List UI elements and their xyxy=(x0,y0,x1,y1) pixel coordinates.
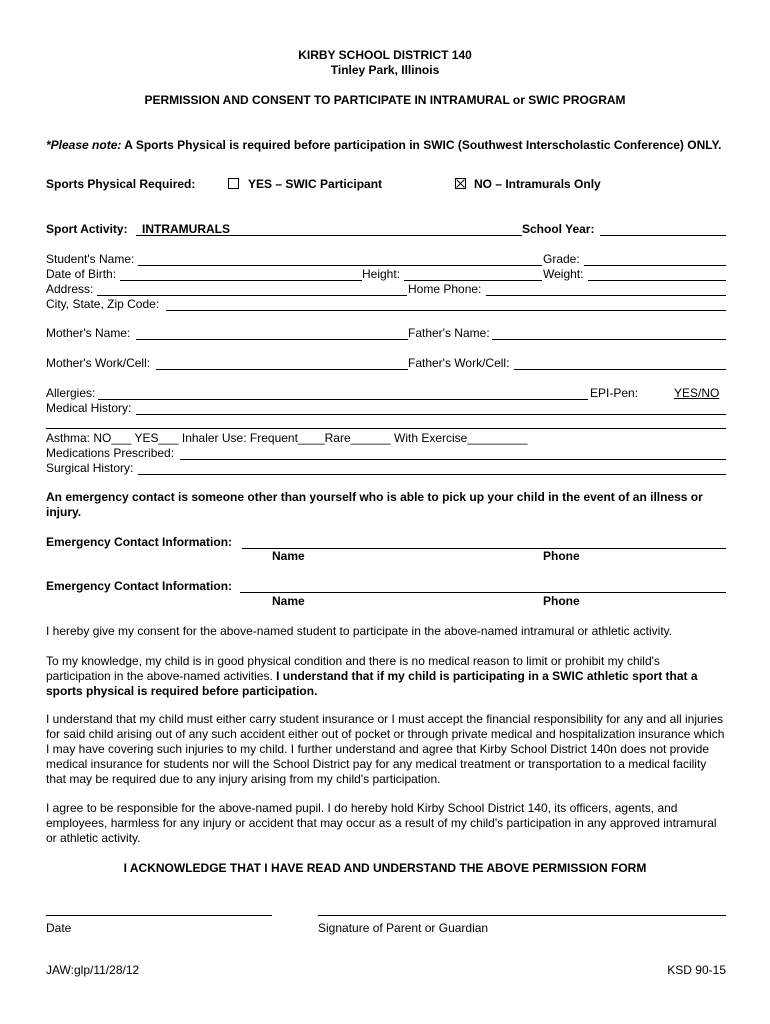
medications-label: Medications Prescribed: xyxy=(46,446,175,460)
no-intramurals-checkbox[interactable] xyxy=(455,178,466,189)
form-title: PERMISSION AND CONSENT TO PARTICIPATE IN INTRAMURAL or SWIC PROGRAM xyxy=(144,93,626,107)
surgical-history-field[interactable] xyxy=(138,474,726,475)
father-work-label: Father's Work/Cell: xyxy=(408,356,510,370)
medical-history-label: Medical History: xyxy=(46,401,132,415)
no-intramurals-label: NO – Intramurals Only xyxy=(474,177,601,191)
allergies-label: Allergies: xyxy=(46,386,96,400)
medical-history-field-2[interactable] xyxy=(46,428,726,429)
yes-swic-checkbox[interactable] xyxy=(228,178,239,189)
date-field[interactable] xyxy=(46,915,272,916)
mother-name-field[interactable] xyxy=(136,339,408,340)
consent-paragraph-4: I agree to be responsible for the above-named pupil. I do hereby hold Kirby School District 140, its officers, agents, and employees, harmless for any injury or accident that may occur as a result of my child's participation in any approved intramural or athletic activity. xyxy=(46,801,717,845)
signature-label: Signature of Parent or Guardian xyxy=(318,921,489,935)
height-field[interactable] xyxy=(404,280,542,281)
footer-code: JAW:glp/11/28/12 xyxy=(46,963,140,977)
emergency-phone-caption-1: Phone xyxy=(543,549,580,563)
address-label: Address: xyxy=(46,282,94,296)
weight-label: Weight: xyxy=(543,267,584,281)
address-field[interactable] xyxy=(97,295,407,296)
epipen-label: EPI-Pen: xyxy=(590,386,639,400)
consent-paragraph-2 xyxy=(46,654,726,699)
emergency-contact-field-1[interactable] xyxy=(242,548,726,549)
father-name-label: Father's Name: xyxy=(408,326,490,340)
asthma-line[interactable]: Asthma: NO___ YES___ Inhaler Use: Frequent____Rare______ With Exercise_________ xyxy=(46,431,528,445)
consent-paragraph-1: I hereby give my consent for the above-named student to participate in the above-named intramural or athletic activity. xyxy=(46,624,673,638)
father-name-field[interactable] xyxy=(492,339,726,340)
emergency-intro: An emergency contact is someone other than yourself who is able to pick up your child in the event of an illness or injury. xyxy=(46,490,703,519)
weight-field[interactable] xyxy=(588,280,726,281)
home-phone-label: Home Phone: xyxy=(408,282,482,296)
sport-activity-label: Sport Activity: xyxy=(46,222,128,236)
consent-paragraph-3: I understand that my child must either carry student insurance or I must accept the financial responsibility for any and all injuries for said child arising out of any such accident either out of pocket or through private medical and hospitalization insurance which I may have covering such injuries to my child. I further understand and agree that Kirby School District 140n does not provide medical insurance for students nor will the School District pay for any medical treatment or transportation to a medical facility that may be required due to any injury arising from my child's participation. xyxy=(46,712,725,786)
school-year-field[interactable] xyxy=(600,235,726,236)
physical-required-label: Sports Physical Required: xyxy=(46,177,196,191)
mother-name-label: Mother's Name: xyxy=(46,326,131,340)
student-name-field[interactable] xyxy=(138,265,542,266)
physical-note xyxy=(46,138,726,153)
note-text: A Sports Physical is required before participation in SWIC (Southwest Interscholastic Conference) ONLY. xyxy=(121,138,722,152)
dob-field[interactable] xyxy=(120,280,362,281)
grade-field[interactable] xyxy=(584,265,726,266)
city-state-zip-label: City, State, Zip Code: xyxy=(46,297,160,311)
school-year-label: School Year: xyxy=(522,222,595,236)
student-name-label: Student's Name: xyxy=(46,252,135,266)
father-work-field[interactable] xyxy=(514,369,726,370)
note-lead: *Please note: xyxy=(46,138,122,152)
emergency-name-caption-2: Name xyxy=(272,594,305,608)
dob-label: Date of Birth: xyxy=(46,267,117,281)
district-name: KIRBY SCHOOL DISTRICT 140 xyxy=(298,48,472,62)
mother-work-label: Mother's Work/Cell: xyxy=(46,356,151,370)
epipen-options[interactable]: YES/NO xyxy=(674,386,720,400)
yes-swic-label: YES – SWIC Participant xyxy=(248,177,383,191)
sport-activity-value: INTRAMURALS xyxy=(142,222,230,236)
medications-field[interactable] xyxy=(180,459,726,460)
signature-field[interactable] xyxy=(318,915,726,916)
city-state-zip-field[interactable] xyxy=(166,310,726,311)
acknowledge-statement: I ACKNOWLEDGE THAT I HAVE READ AND UNDERSTAND THE ABOVE PERMISSION FORM xyxy=(123,861,647,875)
date-label: Date xyxy=(46,921,72,935)
mother-work-field[interactable] xyxy=(156,369,408,370)
form-number: KSD 90-15 xyxy=(667,963,726,977)
home-phone-field[interactable] xyxy=(486,295,726,296)
consent-paragraph-2-bold: I understand that if my child is participating in a SWIC athletic sport that a sports physical is required before participation. xyxy=(46,669,698,698)
district-location: Tinley Park, Illinois xyxy=(330,63,440,77)
emergency-contact-label-2: Emergency Contact Information: xyxy=(46,579,233,593)
surgical-history-label: Surgical History: xyxy=(46,461,134,475)
emergency-contact-label-1: Emergency Contact Information: xyxy=(46,535,233,549)
emergency-contact-field-2[interactable] xyxy=(240,592,726,593)
allergies-field[interactable] xyxy=(98,399,588,400)
grade-label: Grade: xyxy=(543,252,580,266)
consent-paragraph-2-text: To my knowledge, my child is in good physical condition and there is no medical reason to limit or prohibit my child's participation in the above-named activities. xyxy=(46,654,660,683)
emergency-phone-caption-2: Phone xyxy=(543,594,580,608)
medical-history-field[interactable] xyxy=(136,414,726,415)
height-label: Height: xyxy=(362,267,401,281)
emergency-name-caption-1: Name xyxy=(272,549,305,563)
